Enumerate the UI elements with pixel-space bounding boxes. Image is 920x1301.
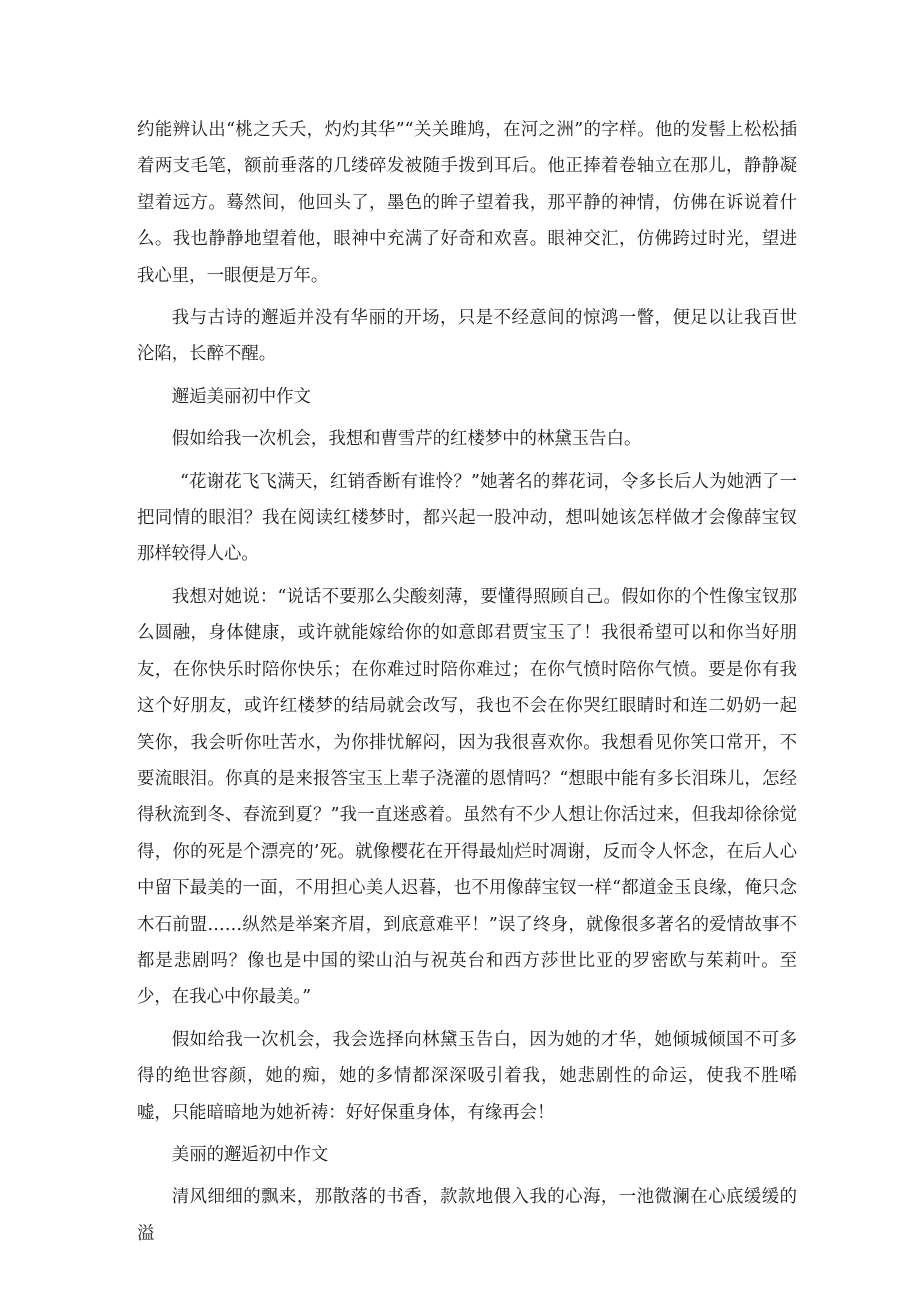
paragraph: 清风细细的飘来，那散落的书香，款款地偎入我的心海，一池微澜在心底缓缓的溢 xyxy=(137,1187,797,1244)
document-body xyxy=(137,112,797,1258)
paragraph: 我与古诗的邂逅并没有华丽的开场，只是不经意间的惊鸿一瞥，便足以让我百世沦陷，长醉不醒。 xyxy=(137,308,797,365)
paragraph-quote: “花谢花飞飞满天，红销香断有谁怜？”她著名的葬花词，令多长后人为她洒了一把同情的眼泪？我在阅读红楼梦时，都兴起一股冲动，想叫她该怎样做才会像薛宝钗那样较得人心。 xyxy=(137,471,797,565)
paragraph: 假如给我一次机会，我想和曹雪芹的红楼梦中的林黛玉告白。 xyxy=(171,429,642,450)
paragraph: 我想对她说：“说话不要那么尖酸刻薄，要懂得照顾自己。假如你的个性像宝钗那么圆融，身体健康，或许就能嫁给你的如意郎君贾宝玉了！我很希望可以和你当好朋友，在你快乐时陪你快乐；在你难过时陪你难过；在你气愤时陪你气愤。要是你有我这个好朋友，或许红楼梦的结局就会改写，我也不会在你哭红眼睛时和连二奶奶一起笑你，我会听你吐苦水，为你排忧解闷，因为我很喜欢你。我想看见你笑口常开，不要流眼泪。你真的是来报答宝玉上辈子浇灌的恩情吗？“想眼中能有多长泪珠儿，怎经得秋流到冬、春流到夏？”我一直迷惑着。虽然有不少人想让你活过来，但我却徐徐觉得，你的死是个漂亮的’死。就像樱花在开得最灿烂时凋谢，反而令人怀念，在后人心中留下最美的一面，不用担心美人迟暮，也不用像薛宝钗一样“都道金玉良缘，俺只念木石前盟……纵然是举案齐眉，到底意难平！”误了终身，就像很多著名的爱情故事不都是悲剧吗？像也是中国的梁山泊与祝英台和西方莎世比亚的罗密欧与茱莉叶。至少，在我心中你最美。” xyxy=(137,586,797,1008)
section-heading: 邂逅美丽初中作文 xyxy=(171,386,311,407)
paragraph: 假如给我一次机会，我会选择向林黛玉告白，因为她的才华，她倾城倾国不可多得的绝世容颜，她的痴，她的多情都深深吸引着我，她悲剧性的命运，使我不胜唏嘘，只能暗暗地为她祈祷：好好保重身体，有缘再会！ xyxy=(137,1029,797,1123)
section-heading: 美丽的邂逅初中作文 xyxy=(171,1144,329,1165)
paragraph-continuation: 约能辨认出“桃之夭夭，灼灼其华”“关关雎鸠，在河之洲”的字样。他的发髻上松松插着两支毛笔，额前垂落的几缕碎发被随手拨到耳后。他正捧着卷轴立在那儿，静静凝望着远方。蓦然间，他回头了，墨色的眸子望着我，那平静的神情，仿佛在诉说着什么。我也静静地望着他，眼神中充满了好奇和欢喜。眼神交汇，仿佛跨过时光，望进我心里，一眼便是万年。 xyxy=(137,120,797,286)
